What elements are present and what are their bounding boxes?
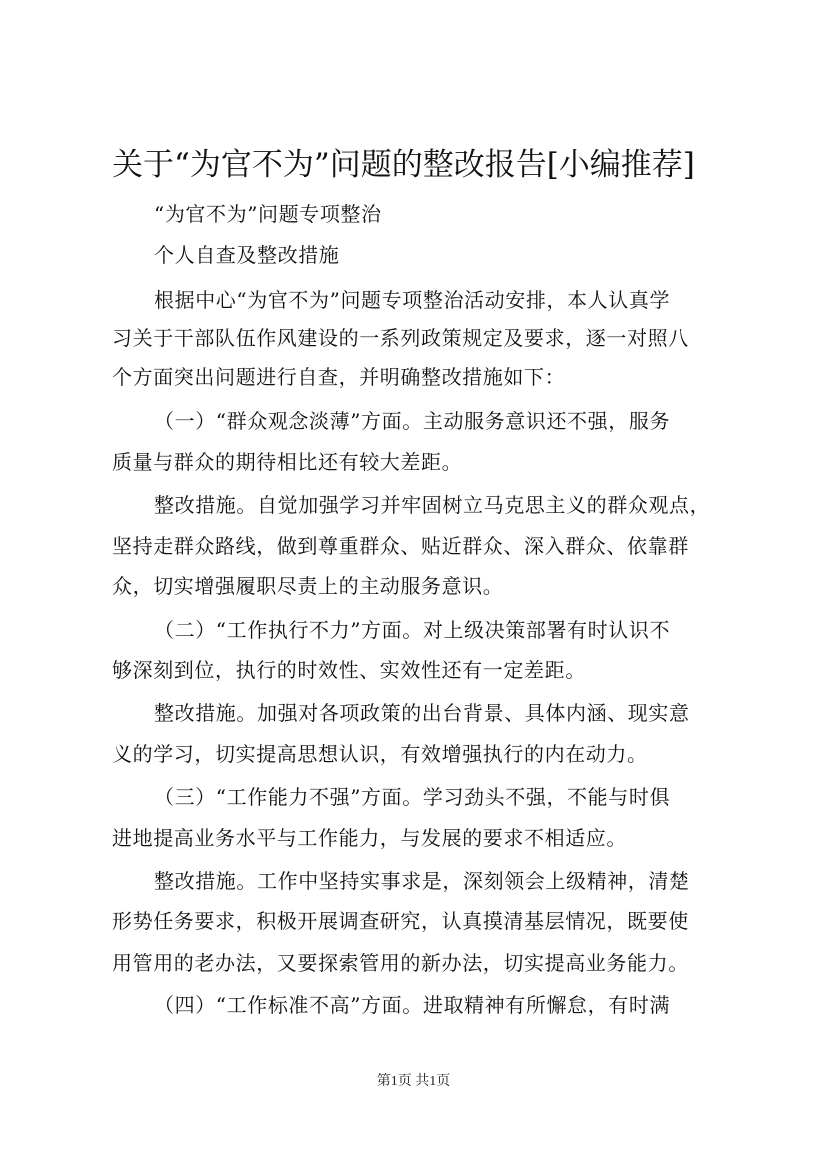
- paragraph-line: （二）“工作执行不力”方面。对上级决策部署有时认识不: [154, 618, 671, 642]
- paragraph-line: 用管用的老办法，又要探索管用的新办法，切实提高业务能力。: [112, 951, 689, 975]
- page-footer: 第1页 共1页: [376, 1074, 451, 1089]
- document-title: 关于“为官不为”问题的整改报告[小编推荐]: [112, 147, 695, 183]
- paragraph-line: 质量与群众的期待相比还有较大差距。: [112, 450, 463, 474]
- paragraph-line: 义的学习，切实提高思想认识，有效增强执行的内在动力。: [112, 742, 648, 766]
- paragraph-line: 整改措施。自觉加强学习并牢固树立马克思主义的群众观点，: [154, 493, 711, 517]
- paragraph-line: （三）“工作能力不强”方面。学习劲头不强，不能与时俱: [154, 785, 671, 809]
- paragraph-line: 整改措施。加强对各项政策的出台背景、具体内涵、现实意: [154, 701, 690, 725]
- paragraph-line: （四）“工作标准不高”方面。进取精神有所懈怠，有时满: [154, 993, 671, 1017]
- paragraph-line: 整改措施。工作中坚持实事求是，深刻领会上级精神，清楚: [154, 869, 690, 893]
- paragraph-line: （一）“群众观念淡薄”方面。主动服务意识还不强，服务: [154, 409, 671, 433]
- paragraph-line: 形势任务要求，积极开展调查研究，认真摸清基层情况，既要使: [112, 909, 689, 933]
- subtitle-line-2: 个人自查及整改措施: [154, 243, 340, 267]
- paragraph-line: 坚持走群众路线，做到尊重群众、贴近群众、深入群众、依靠群: [112, 534, 689, 558]
- paragraph-line: 够深刻到位，执行的时效性、实效性还有一定差距。: [112, 658, 586, 682]
- subtitle-line-1: “为官不为”问题专项整治: [154, 202, 382, 226]
- paragraph-line: 根据中心“为官不为”问题专项整治活动安排，本人认真学: [154, 288, 671, 312]
- paragraph-line: 进地提高业务水平与工作能力，与发展的要求不相适应。: [112, 826, 627, 850]
- paragraph-line: 习关于干部队伍作风建设的一系列政策规定及要求，逐一对照八: [112, 326, 689, 350]
- paragraph-line: 众，切实增强履职尽责上的主动服务意识。: [112, 574, 504, 598]
- paragraph-line: 个方面突出问题进行自查，并明确整改措施如下：: [112, 365, 566, 389]
